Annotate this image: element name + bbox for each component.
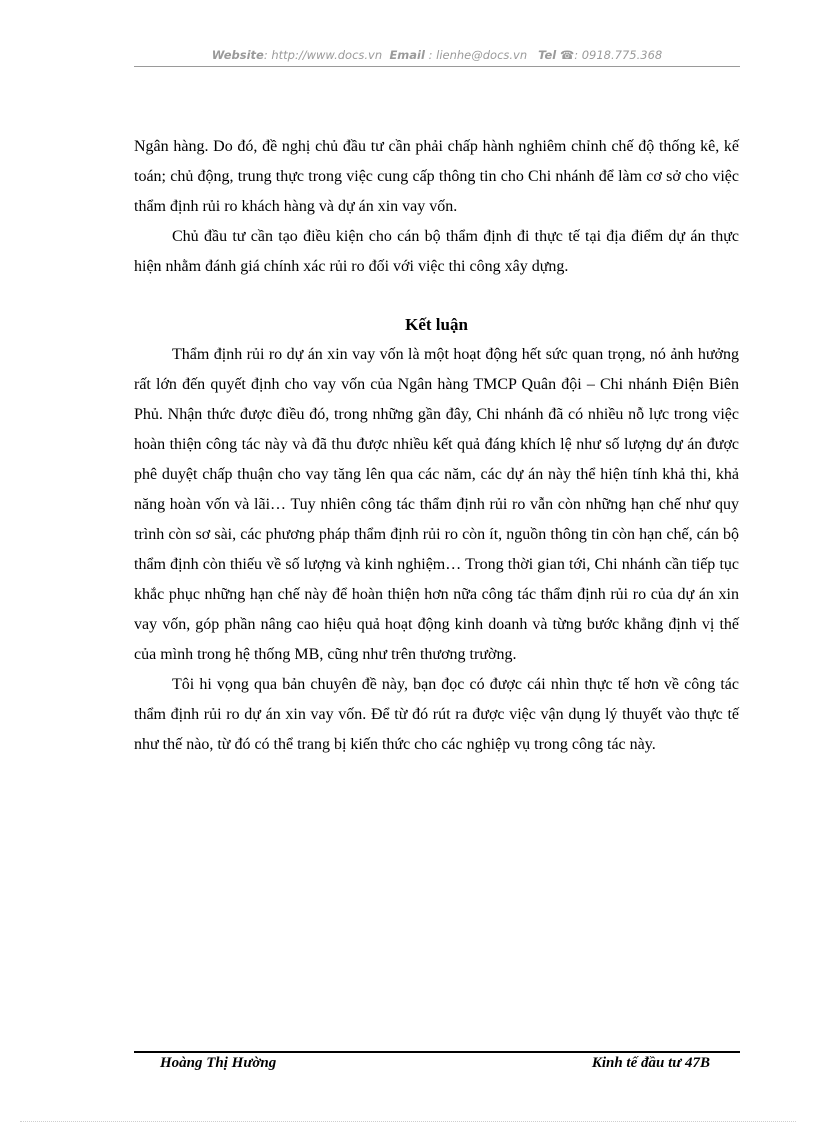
- section-heading: Kết luận: [405, 315, 468, 334]
- phone-icon: ☎: [559, 48, 575, 62]
- footer-divider: [134, 1051, 740, 1053]
- footer-author: Hoàng Thị Hường: [160, 1055, 277, 1071]
- paragraph: Thẩm định rủi ro dự án xin vay vốn là một hoạt động hết sức quan trọng, nó ảnh hưởng rất lớn đến quyết định cho vay vốn của Ngân hàng TMCP Quân đội – Chi nhánh Điện Biên Phủ. Nhận thức được điều đó, trong những gần đây, Chi nhánh đã có nhiều nỗ lực trong việc hoàn thiện công tác này và đã thu được nhiều kết quả đáng khích lệ như số lượng dự án được phê duyệt chấp thuận cho vay tăng lên qua các năm, các dự án này thể hiện tính khả thi, khả năng hoàn vốn và lãi… Tuy nhiên công tác thẩm định rủi ro vẫn còn những hạn chế như quy trình còn sơ sài, các phương pháp thẩm định rủi ro còn ít, nguồn thông tin còn hạn chế, cán bộ thẩm định còn thiếu về số lượng và kinh nghiệm… Trong thời gian tới, Chi nhánh cần tiếp tục khắc phục những hạn chế này để hoàn thiện hơn nữa công tác thẩm định rủi ro của dự án xin vay vốn, góp phần nâng cao hiệu quả hoạt động kinh doanh và từng bước khẳng định vị thế của mình trong hệ thống MB, cũng như trên thương trường.: [134, 346, 739, 663]
- paragraph: Chủ đầu tư cần tạo điều kiện cho cán bộ thẩm định đi thực tế tại địa điểm dự án thực hiện nhằm đánh giá chính xác rủi ro đối với việc thi công xây dựng.: [134, 228, 739, 275]
- header-divider: [134, 66, 740, 67]
- paragraph: Tôi hi vọng qua bản chuyên đề này, bạn đọc có được cái nhìn thực tế hơn về công tác thẩm định rủi ro dự án xin vay vốn. Để từ đó rút ra được việc vận dụng lý thuyết vào thực tế như thế nào, từ đó có thể trang bị kiến thức cho các nghiệp vụ trong công tác này.: [134, 676, 739, 753]
- tel-label: Tel: [538, 48, 557, 62]
- website-label: Website: [211, 48, 264, 62]
- footer-class: Kinh tế đầu tư 47B: [591, 1055, 710, 1071]
- paragraph-continued: Ngân hàng. Do đó, đề nghị chủ đầu tư cần phải chấp hành nghiêm chỉnh chế độ thống kê, kế toán; chủ động, trung thực trong việc cung cấp thông tin cho Chi nhánh để làm cơ sở cho việc thẩm định rủi ro khách hàng và dự án xin vay vốn.: [134, 138, 739, 215]
- tel-value: : 0918.775.368: [574, 48, 663, 62]
- document-body: [134, 132, 739, 760]
- website-value: : http://www.docs.vn: [263, 48, 383, 62]
- page-header: [134, 48, 740, 62]
- email-value: : lienhe@docs.vn: [424, 48, 528, 62]
- email-label: Email: [389, 48, 425, 62]
- page-edge-divider: [20, 1121, 796, 1122]
